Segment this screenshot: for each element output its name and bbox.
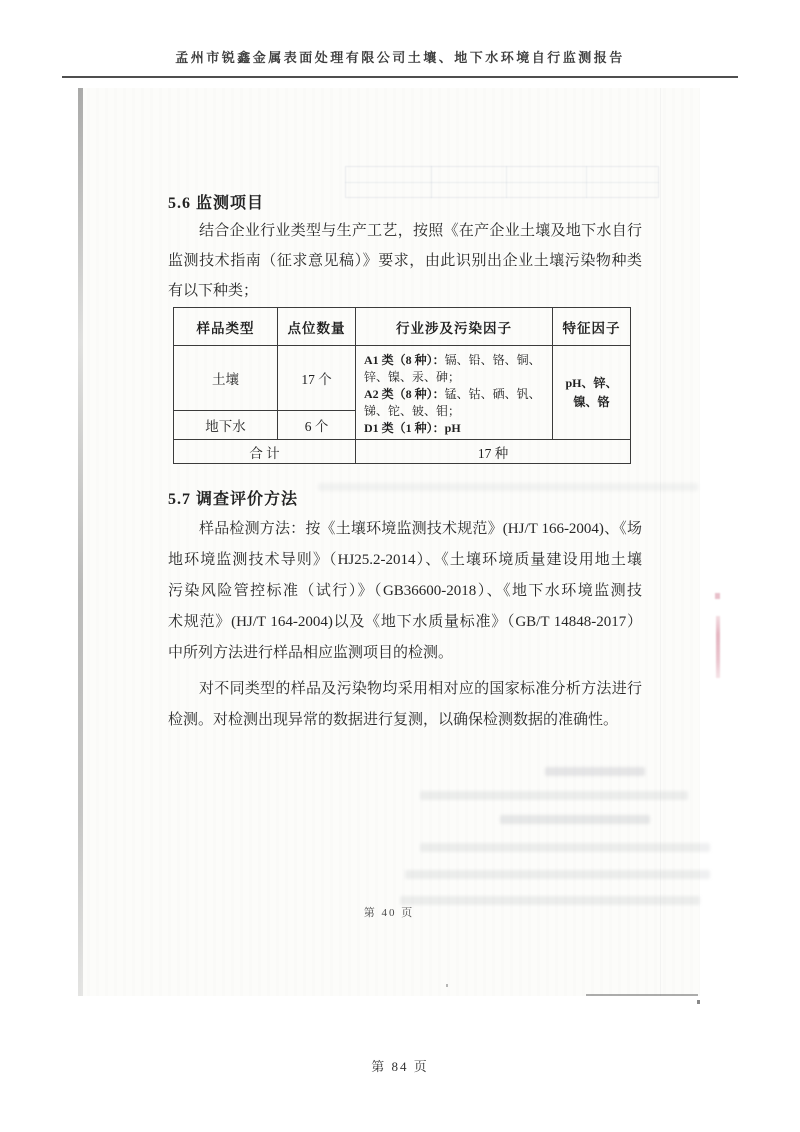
report-header-title: 孟州市锐鑫金属表面处理有限公司土壤、地下水环境自行监测报告 <box>175 50 625 65</box>
bleed-through-text-artifact <box>545 767 645 776</box>
pollution-class-a1-items: 镉、铅、铬、铜、锌、镍、汞、砷； <box>364 353 541 384</box>
red-stamp-bleed-dot <box>715 593 720 599</box>
bleed-through-text-artifact <box>500 815 650 824</box>
paragraph-line: 监测技术指南（征求意见稿）》要求，由此识别出企业土壤污染物种类 <box>168 253 642 269</box>
pollution-class-a2-label: A2 类（8 种）： <box>364 387 445 401</box>
paragraph-line: 样品检测方法：按《土壤环境监测技术规范》(HJ/T 166-2004)、《场 <box>199 521 642 537</box>
paragraph-line: 术规范》(HJ/T 164-2004)以及《地下水质量标准》（GB/T 14848-2017） <box>168 614 642 630</box>
column-header-characteristic-factors: 特征因子 <box>553 308 631 346</box>
table-header-row <box>174 308 631 346</box>
section-5-7-paragraph-2 <box>168 674 642 736</box>
section-5-7-paragraph-1 <box>168 514 642 669</box>
cell-pollution-factors <box>356 346 553 440</box>
cell-groundwater-type: 地下水 <box>174 410 278 439</box>
table-row <box>174 346 631 411</box>
scan-speck <box>446 984 448 987</box>
paragraph-line: 结合企业行业类型与生产工艺，按照《在产企业土壤及地下水自行 <box>199 223 642 239</box>
paragraph-line: 有以下种类； <box>168 283 259 299</box>
red-stamp-bleed-mark <box>716 616 720 678</box>
bleed-through-text-artifact <box>405 870 710 879</box>
cell-characteristic-factors: pH、锌、镍、铬 <box>553 346 631 440</box>
scan-left-edge-shadow <box>78 88 83 996</box>
paragraph-line: 对不同类型的样品及污染物均采用相对应的国家标准分析方法进行 <box>199 681 642 697</box>
bleed-through-text-artifact <box>420 791 688 800</box>
scanned-page <box>78 88 700 996</box>
paragraph-line: 地环境监测技术导则》（HJ25.2-2014）、《土壤环境质量建设用地土壤 <box>168 552 642 568</box>
scan-page-number: 第 40 页 <box>363 907 415 919</box>
scan-speck <box>697 1000 700 1004</box>
cell-groundwater-count: 6 个 <box>278 410 356 439</box>
paragraph-line: 中所列方法进行样品相应监测项目的检测。 <box>168 645 454 661</box>
section-5-7-heading: 5.7 调查评价方法 <box>168 491 299 508</box>
cell-total-label: 合 计 <box>174 440 356 464</box>
cell-total-value: 17 种 <box>356 440 631 464</box>
paragraph-line: 污染风险管控标准（试行）》（GB36600-2018）、《地下水环境监测技 <box>168 583 642 599</box>
header-rule <box>62 76 738 78</box>
monitoring-items-table <box>173 307 631 464</box>
page-number: 第 84 页 <box>371 1059 429 1074</box>
scan-fold-line <box>660 88 661 996</box>
pollution-class-d1-label: D1 类（1 种）：pH <box>364 421 461 435</box>
column-header-sample-type: 样品类型 <box>174 308 278 346</box>
column-header-industry-pollutants: 行业涉及污染因子 <box>356 308 553 346</box>
column-header-point-count: 点位数量 <box>278 308 356 346</box>
pollution-class-a2-items: 锰、钴、硒、钒、锑、铊、铍、钼； <box>364 387 541 418</box>
pollution-class-a1-label: A1 类（8 种）： <box>364 353 445 367</box>
bleed-through-text-artifact <box>420 843 710 852</box>
table-total-row <box>174 440 631 464</box>
cell-soil-type: 土壤 <box>174 346 278 411</box>
section-5-6-paragraph <box>168 216 642 306</box>
section-5-6-heading: 5.6 监测项目 <box>168 195 265 212</box>
cell-soil-count: 17 个 <box>278 346 356 411</box>
scan-bottom-edge-shadow <box>586 994 698 996</box>
bleed-through-table-artifact <box>345 166 659 198</box>
paragraph-line: 检测。对检测出现异常的数据进行复测，以确保检测数据的准确性。 <box>168 712 619 728</box>
bleed-through-text-artifact <box>318 483 698 491</box>
